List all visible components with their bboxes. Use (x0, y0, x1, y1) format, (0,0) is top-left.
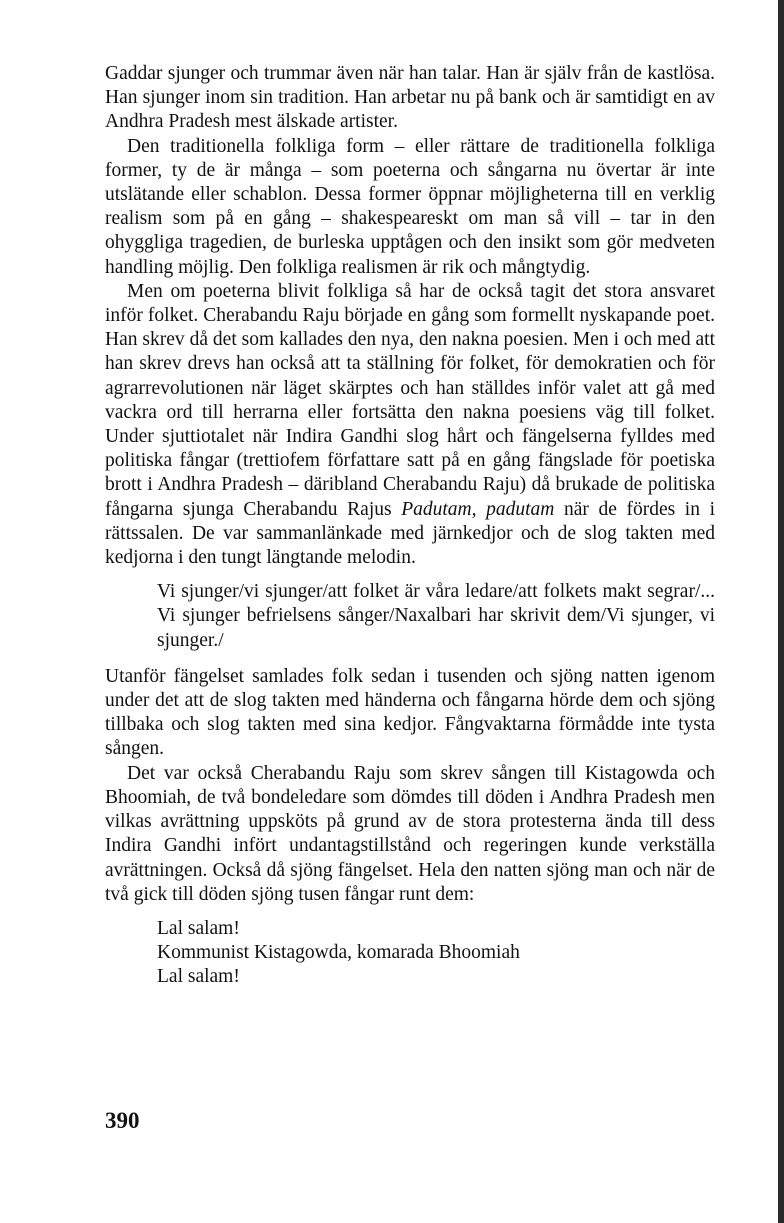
song-title-italic: Padutam, padutam (401, 498, 555, 520)
paragraph-gaddar: Gaddar sjunger och trummar även när han talar. Han är själv från de kastlösa. Han sjunger inom sin tradition. Han arbetar nu på bank och är samtidigt en av Andhra Pradesh mest älskade artister. (105, 63, 715, 133)
paragraph-cherabandu-raju (105, 280, 715, 570)
body-text (105, 62, 715, 990)
paragraph-text-after: när de fördes in i rättssalen. De var sammanlänkade med järnkedjor och de slog takten med kedjorna i den tungt längtande melodin. (105, 498, 716, 569)
paragraph-utanfor: Utanför fängelset samlades folk sedan i tusenden och sjöng natten igenom under det att de slog takten med händerna och fångarna hörde dem och sjöng tillbaka och slog takten med sina kedjor. Fångvaktarna förmådde inte tysta sången. (105, 665, 715, 760)
poem-block (157, 917, 715, 990)
block-quote: Vi sjunger/vi sjunger/att folket är våra ledare/att folkets makt segrar/... Vi sjunger befrielsens sånger/Naxalbari har skrivit dem/Vi sjunger, vi sjunger./ (157, 581, 715, 651)
page-edge (778, 0, 784, 1223)
poem-line: Lal salam! (157, 917, 240, 939)
page-number: 390 (105, 1108, 140, 1133)
poem-line: Lal salam! (157, 966, 240, 988)
paragraph-kistagowda: Det var också Cherabandu Raju som skrev sången till Kistagowda och Bhoomiah, de två bondeledare som dömdes till döden i Andhra Pradesh men vilkas avrättning uppsköts på grund av de stora protesterna ända till dess Indira Gandhi infört undantagstillstånd och regeringen kunde verkställa avrättningen. Också då sjöng fängelset. Hela den natten sjöng man och när de två gick till döden sjöng tusen fångar runt dem: (105, 762, 715, 905)
paragraph-folkliga-form: Den traditionella folkliga form – eller rättare de traditionella folkliga former, ty de är många – som poeterna och sångarna nu övertar är inte utslätande eller schablon. Dessa former öppnar möjligheterna till en verklig realism som på en gång – shakespeareskt om man så vill – tar in den ohyggliga tragedien, de burleska upptågen och den insikt som gör medveten handling möjlig. Den folkliga realismen är rik och mångtydig. (105, 135, 715, 278)
paragraph-text-before: Men om poeterna blivit folkliga så har de också tagit det stora ansvaret inför folket. Cherabandu Raju började en gång som formellt nyskapande poet. Han skrev då det som kallades den nya, den nakna poesien. Men i och med att han skrev drevs han också att ta ställning för folket, för demokratien och för agrarrevolutionen när läget skärptes och han ställdes inför valet att gå med vackra ord till herrarna eller fortsätta den nakna poesiens väg till folket. Under sjuttiotalet när Indira Gandhi slog hårt och fängelserna fylldes med politiska fångar (trettiofem författare satt på en gång fängslade för poetiska brott i Andhra Pradesh – däribland Cherabandu Raju) då brukade de politiska fångarna sjunga Cherabandu Rajus (105, 280, 715, 520)
poem-line: Kommunist Kistagowda, komarada Bhoomiah (157, 942, 520, 964)
